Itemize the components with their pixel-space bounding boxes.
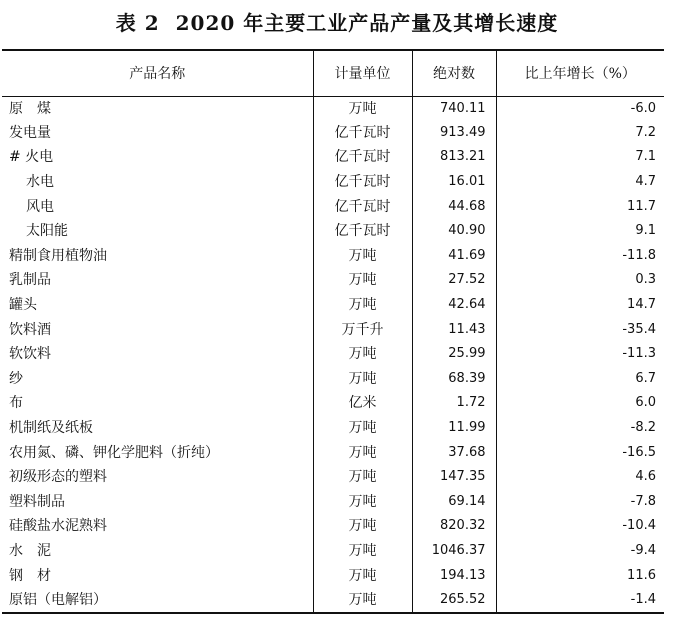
growth-rate-cell: 6.0: [496, 391, 664, 416]
growth-rate-cell: -11.3: [496, 342, 664, 367]
product-name-cell: 布: [9, 395, 23, 412]
unit-cell: 万吨: [313, 514, 412, 539]
product-name-cell: 机制纸及纸板: [9, 420, 93, 437]
absolute-value-cell: 25.99: [412, 342, 496, 367]
table-row: [2, 440, 664, 465]
growth-rate-cell: -1.4: [496, 588, 664, 613]
growth-rate-cell: 9.1: [496, 219, 664, 244]
growth-rate-cell: 4.7: [496, 170, 664, 195]
growth-rate-cell: -10.4: [496, 514, 664, 539]
absolute-value-cell: 40.90: [412, 219, 496, 244]
table-row: [2, 96, 664, 121]
unit-cell: 万吨: [313, 268, 412, 293]
table-row: [2, 317, 664, 342]
table-title-text: 2020 年主要工业产品产量及其增长速度: [175, 11, 559, 35]
table-row: [2, 588, 664, 613]
absolute-value-cell: 194.13: [412, 563, 496, 588]
header-product-name: 产品名称: [2, 50, 313, 96]
product-name-cell: # 火电: [9, 149, 54, 166]
growth-rate-cell: -9.4: [496, 539, 664, 564]
table-row: [2, 539, 664, 564]
product-name-cell: 饮料酒: [9, 321, 51, 338]
absolute-value-cell: 16.01: [412, 170, 496, 195]
absolute-value-cell: 41.69: [412, 244, 496, 269]
unit-cell: 亿千瓦时: [313, 219, 412, 244]
table-row: [2, 219, 664, 244]
product-name-cell: 纱: [9, 370, 23, 387]
absolute-value-cell: 27.52: [412, 268, 496, 293]
header-row: [2, 50, 664, 96]
table-row: [2, 342, 664, 367]
product-name-cell: 太阳能: [26, 223, 68, 240]
unit-cell: 万吨: [313, 490, 412, 515]
unit-cell: 亿千瓦时: [313, 121, 412, 146]
header-growth: 比上年增长（%）: [496, 50, 664, 96]
absolute-value-cell: 11.99: [412, 416, 496, 441]
absolute-value-cell: 11.43: [412, 317, 496, 342]
table-body: [2, 96, 664, 613]
product-name-cell: 初级形态的塑料: [9, 469, 107, 486]
table-row: [2, 244, 664, 269]
absolute-value-cell: 813.21: [412, 145, 496, 170]
growth-rate-cell: -11.8: [496, 244, 664, 269]
product-name-cell: 精制食用植物油: [9, 247, 107, 264]
product-name-cell: 罐头: [9, 297, 37, 314]
growth-rate-cell: 4.6: [496, 465, 664, 490]
table-row: [2, 293, 664, 318]
product-name-cell: 农用氮、磷、钾化学肥料（折纯）: [9, 444, 219, 461]
growth-rate-cell: -16.5: [496, 440, 664, 465]
absolute-value-cell: 147.35: [412, 465, 496, 490]
table-row: [2, 170, 664, 195]
absolute-value-cell: 820.32: [412, 514, 496, 539]
unit-cell: 亿千瓦时: [313, 170, 412, 195]
header-absolute: 绝对数: [412, 50, 496, 96]
growth-rate-cell: 11.7: [496, 194, 664, 219]
absolute-value-cell: 1046.37: [412, 539, 496, 564]
unit-cell: 万吨: [313, 244, 412, 269]
absolute-value-cell: 68.39: [412, 367, 496, 392]
table-row: [2, 490, 664, 515]
unit-cell: 亿千瓦时: [313, 194, 412, 219]
header-unit: 计量单位: [313, 50, 412, 96]
growth-rate-cell: 0.3: [496, 268, 664, 293]
unit-cell: 万吨: [313, 465, 412, 490]
table-row: [2, 121, 664, 146]
table-row: [2, 145, 664, 170]
absolute-value-cell: 69.14: [412, 490, 496, 515]
product-name-cell: 塑料制品: [9, 493, 65, 510]
unit-cell: 万吨: [313, 342, 412, 367]
growth-rate-cell: -6.0: [496, 96, 664, 121]
table-row: [2, 367, 664, 392]
absolute-value-cell: 37.68: [412, 440, 496, 465]
unit-cell: 亿千瓦时: [313, 145, 412, 170]
unit-cell: 万吨: [313, 96, 412, 121]
growth-rate-cell: -8.2: [496, 416, 664, 441]
growth-rate-cell: -7.8: [496, 490, 664, 515]
unit-cell: 亿米: [313, 391, 412, 416]
table-title: [0, 9, 674, 37]
unit-cell: 万吨: [313, 588, 412, 613]
growth-rate-cell: 7.2: [496, 121, 664, 146]
absolute-value-cell: 44.68: [412, 194, 496, 219]
absolute-value-cell: 913.49: [412, 121, 496, 146]
table-row: [2, 416, 664, 441]
product-name-cell: 软饮料: [9, 346, 51, 363]
table-row: [2, 391, 664, 416]
table-row: [2, 563, 664, 588]
table-number: 表 2: [115, 11, 160, 35]
table-row: [2, 268, 664, 293]
product-name-cell: 钢 材: [9, 567, 51, 584]
absolute-value-cell: 1.72: [412, 391, 496, 416]
unit-cell: 万千升: [313, 317, 412, 342]
product-name-cell: 风电: [26, 198, 54, 215]
growth-rate-cell: 11.6: [496, 563, 664, 588]
unit-cell: 万吨: [313, 293, 412, 318]
unit-cell: 万吨: [313, 367, 412, 392]
product-name-cell: 水 泥: [9, 542, 51, 559]
product-name-cell: 水电: [26, 174, 54, 191]
unit-cell: 万吨: [313, 416, 412, 441]
absolute-value-cell: 740.11: [412, 96, 496, 121]
product-name-cell: 发电量: [9, 124, 51, 141]
product-name-cell: 硅酸盐水泥熟料: [9, 518, 107, 535]
table-row: [2, 194, 664, 219]
absolute-value-cell: 265.52: [412, 588, 496, 613]
absolute-value-cell: 42.64: [412, 293, 496, 318]
growth-rate-cell: 7.1: [496, 145, 664, 170]
table-row: [2, 514, 664, 539]
product-name-cell: 原 煤: [9, 100, 51, 117]
growth-rate-cell: -35.4: [496, 317, 664, 342]
growth-rate-cell: 6.7: [496, 367, 664, 392]
unit-cell: 万吨: [313, 539, 412, 564]
unit-cell: 万吨: [313, 563, 412, 588]
product-name-cell: 乳制品: [9, 272, 51, 289]
unit-cell: 万吨: [313, 440, 412, 465]
growth-rate-cell: 14.7: [496, 293, 664, 318]
product-name-cell: 原铝（电解铝）: [2, 588, 313, 613]
table-row: [2, 465, 664, 490]
production-table: [2, 49, 664, 614]
